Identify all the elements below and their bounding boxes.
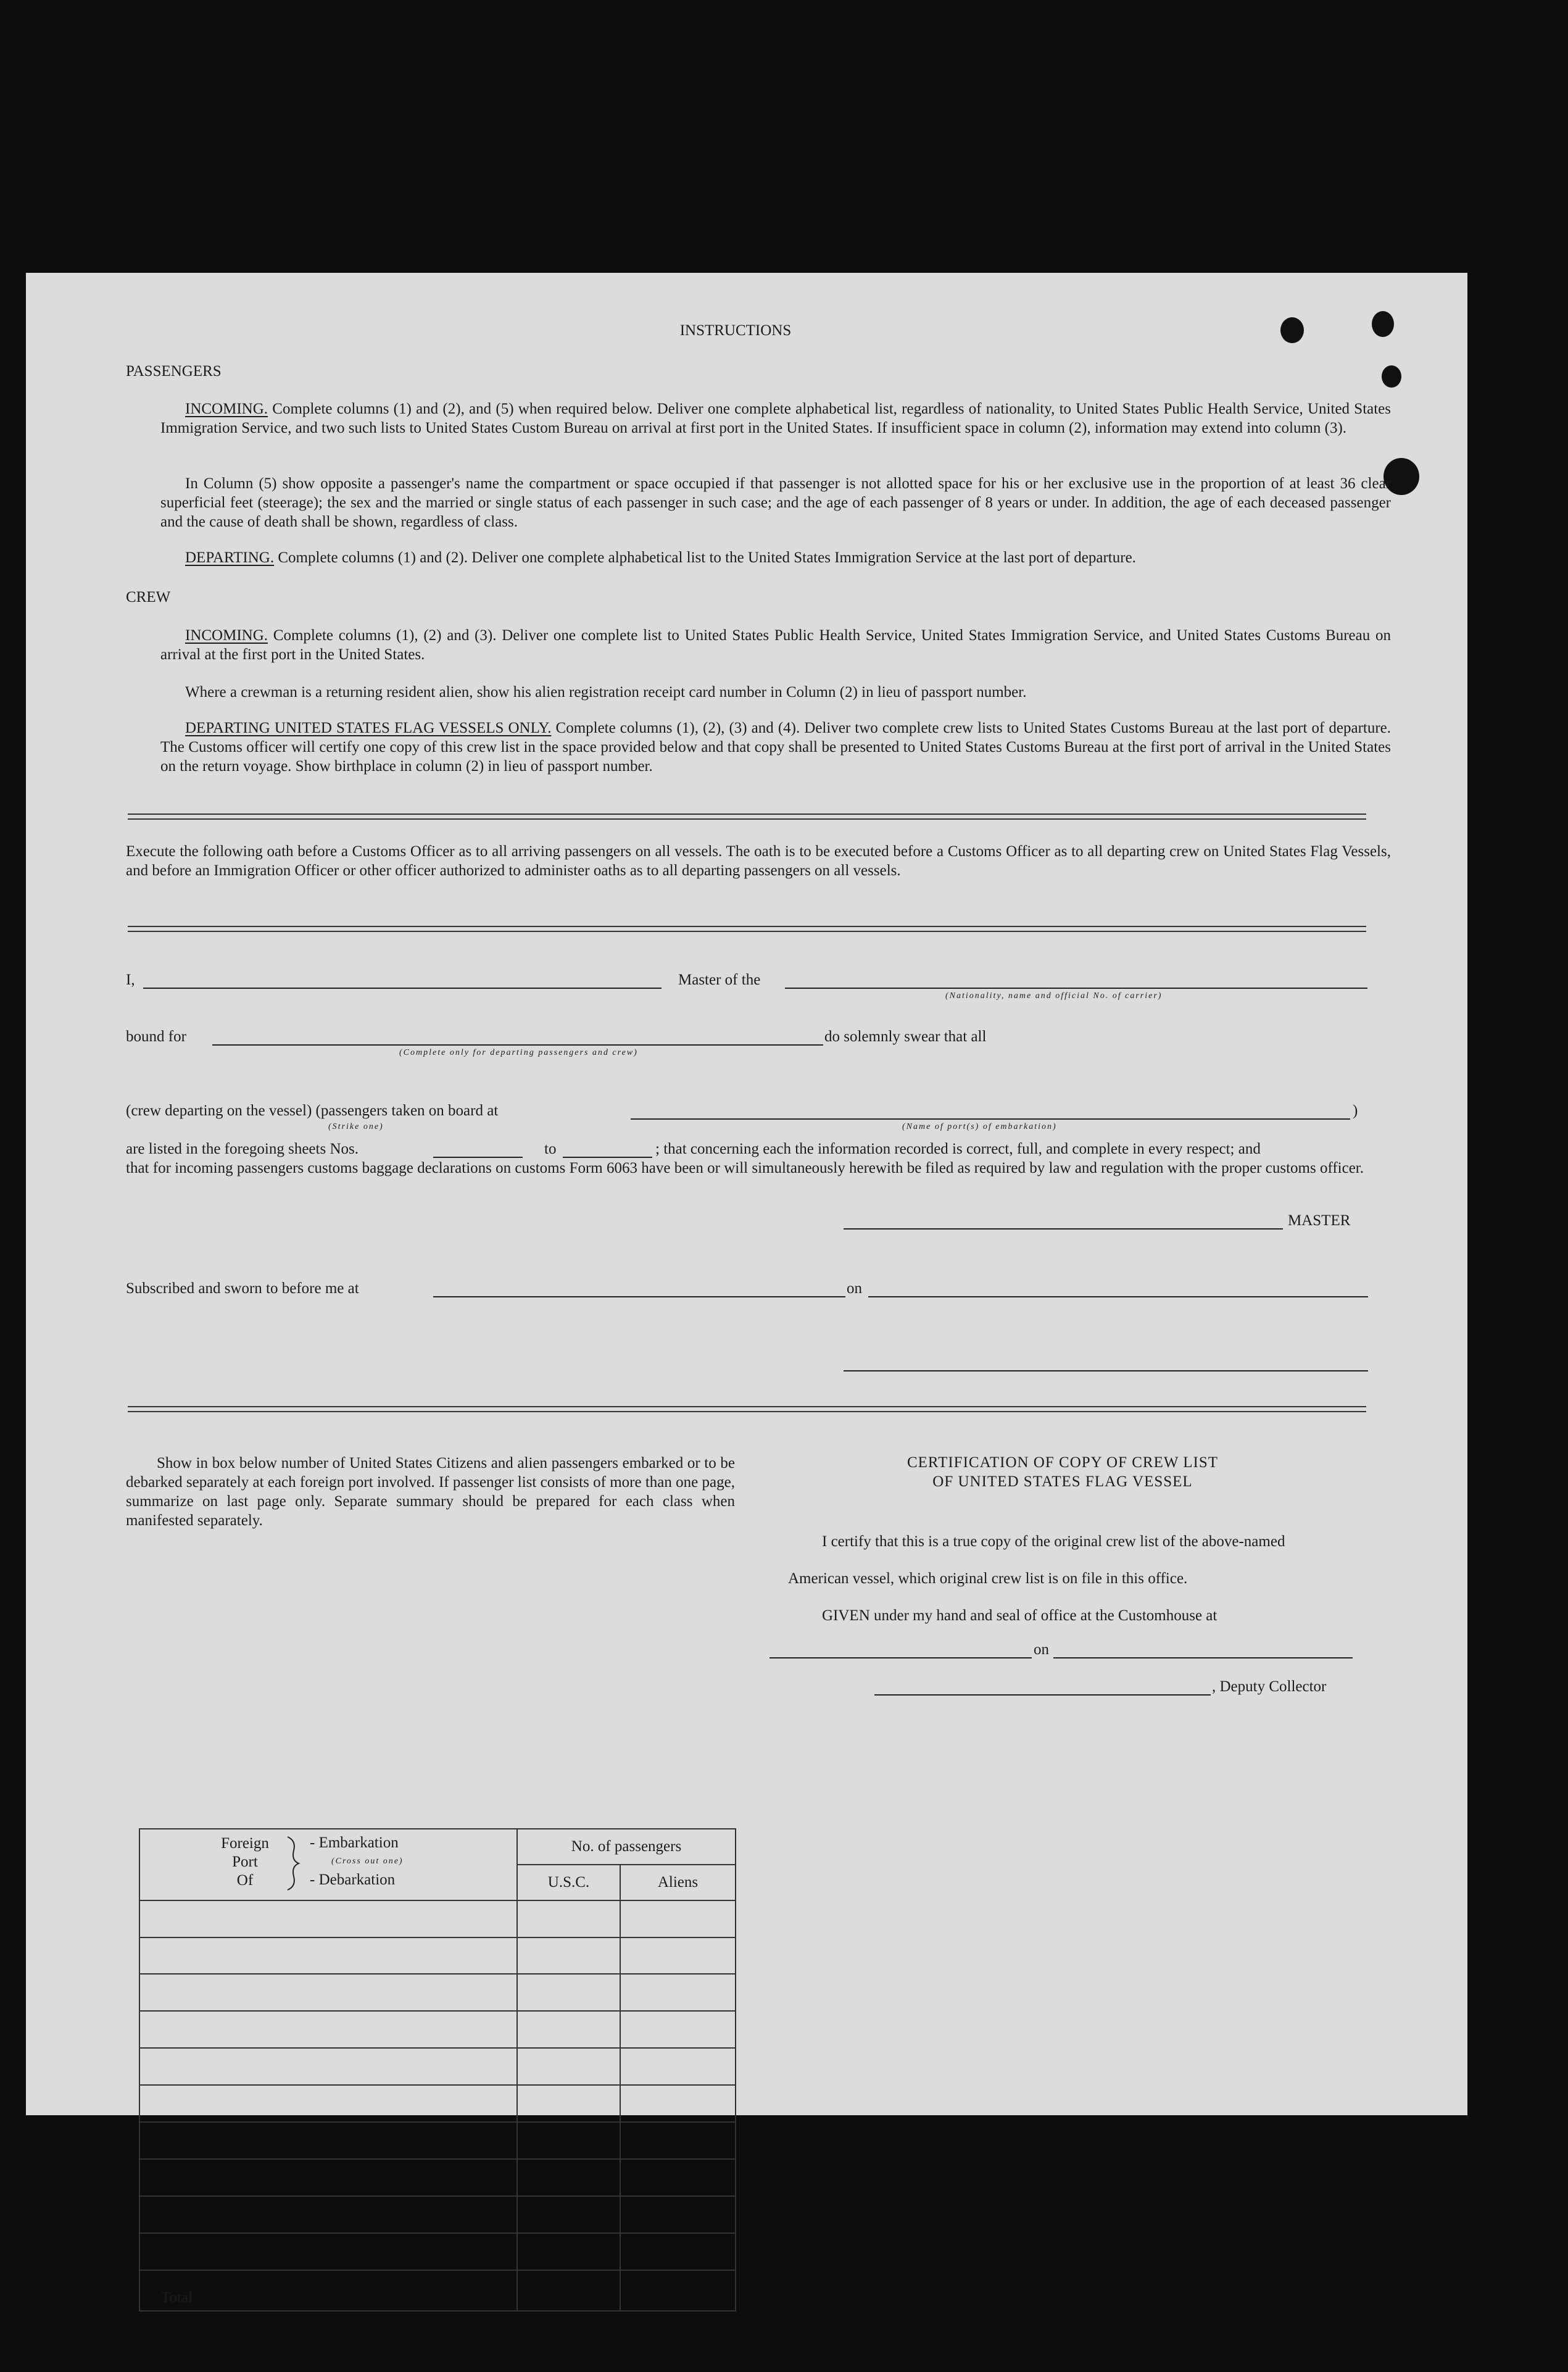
aliens-cell[interactable] bbox=[620, 2159, 736, 2196]
total-row bbox=[139, 2270, 736, 2311]
usc-header: U.S.C. bbox=[517, 1865, 620, 1900]
port-cell[interactable] bbox=[139, 2085, 517, 2122]
sworn-place-field[interactable] bbox=[433, 1296, 845, 1297]
usc-total-cell[interactable] bbox=[517, 2270, 620, 2311]
table-row bbox=[139, 1937, 736, 1975]
crew-incoming-text bbox=[160, 626, 1391, 664]
bound-caption: (Complete only for departing passengers and crew) bbox=[399, 1048, 638, 1057]
sheet-to-field[interactable] bbox=[563, 1157, 652, 1158]
port-cell[interactable] bbox=[139, 2122, 517, 2159]
officer-signature-field[interactable] bbox=[844, 1370, 1368, 1371]
port-cell[interactable] bbox=[139, 2233, 517, 2270]
carrier-field[interactable] bbox=[785, 988, 1367, 989]
oath-continuation: that for incoming passengers customs baggage declarations on customs Form 6063 have been or will simultaneously herewith be filed as required by law and regulation with the proper customs officer. bbox=[126, 1160, 1364, 1176]
no-passengers-header: No. of passengers bbox=[517, 1829, 736, 1865]
usc-cell[interactable] bbox=[517, 2085, 620, 2122]
master-of-label: Master of the bbox=[678, 972, 761, 988]
passengers-heading: PASSENGERS bbox=[126, 363, 222, 380]
certification-line1: I certify that this is a true copy of the original crew list of the above-named bbox=[822, 1533, 1285, 1550]
port-cell[interactable] bbox=[139, 1900, 517, 1937]
divider bbox=[128, 1406, 1366, 1412]
oath-intro: Execute the following oath before a Customs Officer as to all arriving passengers on all vessels. The oath is to be executed before a Customs Officer as to all departing crew on United States Flag Vessels, and before an Immigration Officer or other officer authorized to administer oaths as to all departing passengers on all vessels. bbox=[126, 843, 1391, 879]
foreign-label: Foreign bbox=[221, 1835, 269, 1852]
passengers-incoming-body: Complete columns (1) and (2), and (5) when required below. Deliver one complete alphabetical list, regardless of nationality, to United States Public Health Service, United States Immigration Service, and two such lists to United States Custom Bureau on arrival at first port in the United States. If insufficient space in column (2), information may extend into column (3). bbox=[160, 401, 1392, 436]
crew-departing-option: (crew departing on the vessel) bbox=[126, 1102, 312, 1119]
cross-out-caption: (Cross out one) bbox=[331, 1857, 404, 1866]
passengers-incoming-text bbox=[160, 399, 1391, 438]
certification-title-line2: OF UNITED STATES FLAG VESSEL bbox=[932, 1473, 1193, 1490]
i-label: I, bbox=[126, 972, 135, 988]
passengers-departing-label: DEPARTING. bbox=[185, 549, 275, 566]
debarkation-label: - Debarkation bbox=[310, 1871, 396, 1888]
aliens-cell[interactable] bbox=[620, 2085, 736, 2122]
crew-incoming-label: INCOMING. bbox=[185, 627, 268, 644]
certification-date-field[interactable] bbox=[1053, 1657, 1353, 1658]
usc-cell[interactable] bbox=[517, 1974, 620, 2011]
sworn-on-label: on bbox=[847, 1280, 862, 1297]
crew-heading: CREW bbox=[126, 589, 171, 605]
master-label: MASTER bbox=[1288, 1212, 1351, 1229]
table-row bbox=[139, 2085, 736, 2122]
passengers-departing-body: Complete columns (1) and (2). Deliver one complete alphabetical list to the United States Immigration Service at the last port of departure. bbox=[278, 549, 1136, 566]
subscribed-label: Subscribed and sworn to before me at bbox=[126, 1280, 359, 1297]
passengers-departing-text bbox=[160, 548, 1391, 567]
table-row bbox=[139, 2196, 736, 2233]
punch-hole bbox=[1372, 311, 1394, 337]
certification-title bbox=[797, 1453, 1328, 1491]
usc-cell[interactable] bbox=[517, 2233, 620, 2270]
certification-title-line1: CERTIFICATION OF COPY OF CREW LIST bbox=[906, 1454, 1219, 1471]
aliens-cell[interactable] bbox=[620, 2196, 736, 2233]
summary-instructions: Show in box below number of United States Citizens and alien passengers embarked or to be debarked separately at each foreign port involved. If passenger list consists of more than one page, summarize on last page only. Separate summary should be prepared for each class when manifested separately. bbox=[126, 1455, 735, 1529]
strike-caption: (Strike one) bbox=[328, 1122, 384, 1131]
to-label: to bbox=[544, 1141, 557, 1157]
divider bbox=[128, 926, 1366, 932]
table-row bbox=[139, 1974, 736, 2011]
usc-cell[interactable] bbox=[517, 2196, 620, 2233]
aliens-cell[interactable] bbox=[620, 1974, 736, 2011]
aliens-cell[interactable] bbox=[620, 2011, 736, 2048]
passenger-summary-table bbox=[139, 1828, 736, 2312]
brace-icon bbox=[285, 1836, 302, 1891]
sheet-from-field[interactable] bbox=[433, 1157, 523, 1158]
certification-line2: American vessel, which original crew list is on file in this office. bbox=[788, 1570, 1188, 1587]
punch-hole bbox=[1382, 365, 1401, 388]
form-page bbox=[26, 273, 1467, 2306]
master-signature-field[interactable] bbox=[844, 1228, 1283, 1230]
strike-one-line bbox=[126, 1101, 498, 1120]
usc-cell[interactable] bbox=[517, 2011, 620, 2048]
bound-for-label: bound for bbox=[126, 1028, 186, 1045]
table-row bbox=[139, 2233, 736, 2270]
table-row bbox=[139, 2048, 736, 2085]
table-row bbox=[139, 2159, 736, 2196]
customhouse-field[interactable] bbox=[769, 1657, 1032, 1658]
aliens-cell[interactable] bbox=[620, 1937, 736, 1975]
usc-cell[interactable] bbox=[517, 1937, 620, 1975]
certification-on-label: on bbox=[1034, 1641, 1049, 1658]
deputy-collector-label: , Deputy Collector bbox=[1212, 1678, 1327, 1695]
bound-for-field[interactable] bbox=[212, 1044, 823, 1046]
aliens-cell[interactable] bbox=[620, 2048, 736, 2085]
table-row bbox=[139, 2122, 736, 2159]
port-cell[interactable] bbox=[139, 2011, 517, 2048]
crew-departing-body: Complete columns (1), (2), (3) and (4). Deliver two complete crew lists to United States Customs Bureau at the last port of departure. The Customs officer will certify one copy of this crew list in the space provided below and that copy shall be presented to United States Customs Bureau at the first port of arrival in the United States on the return voyage. Show birthplace in column (2) in lieu of passport number. bbox=[160, 720, 1392, 775]
port-cell[interactable] bbox=[139, 1974, 517, 2011]
total-label: Total bbox=[139, 2270, 517, 2311]
port-cell[interactable] bbox=[139, 2196, 517, 2233]
port-header-cell bbox=[139, 1829, 517, 1900]
embarkation-port-field[interactable] bbox=[631, 1118, 1350, 1120]
close-paren: ) bbox=[1353, 1102, 1358, 1119]
divider bbox=[128, 814, 1366, 820]
table-row bbox=[139, 2011, 736, 2048]
instructions-title: INSTRUCTIONS bbox=[679, 322, 792, 339]
crew-resident-text: Where a crewman is a returning resident alien, show his alien registration receipt card number in Column (2) in lieu of passport number. bbox=[185, 684, 1027, 701]
deputy-signature-field[interactable] bbox=[874, 1694, 1211, 1696]
table-row bbox=[139, 1900, 736, 1937]
crew-incoming-body: Complete columns (1), (2) and (3). Deliver one complete list to United States Public Health Service, United States Immigration Service, and United States Customs Bureau on arrival at the first port in the United States. bbox=[160, 627, 1391, 663]
column5-text: In Column (5) show opposite a passenger's name the compartment or space occupied if that passenger is not allotted space for his or her exclusive use in the proportion of at least 36 clear superficial feet (steerage); the sex and the married or single status of each passenger in such case; and the age of each passenger of 8 years or under. In addition, the age of each deceased passenger and the cause of death shall be shown, regardless of class. bbox=[160, 475, 1391, 530]
crew-departing-label: DEPARTING UNITED STATES FLAG VESSELS ONLY. bbox=[185, 720, 552, 736]
usc-cell[interactable] bbox=[517, 2122, 620, 2159]
master-name-field[interactable] bbox=[143, 988, 662, 989]
usc-cell[interactable] bbox=[517, 2159, 620, 2196]
port-cell[interactable] bbox=[139, 2048, 517, 2085]
aliens-cell[interactable] bbox=[620, 1900, 736, 1937]
crew-departing-text bbox=[160, 718, 1391, 776]
of-label: Of bbox=[236, 1872, 254, 1889]
port-label: Port bbox=[232, 1854, 258, 1870]
listed-text: ; that concerning each the information recorded is correct, full, and complete in every respect; and bbox=[655, 1141, 1261, 1157]
listed-label: are listed in the foregoing sheets Nos. bbox=[126, 1141, 359, 1157]
usc-cell[interactable] bbox=[517, 2048, 620, 2085]
usc-cell[interactable] bbox=[517, 1900, 620, 1937]
aliens-cell[interactable] bbox=[620, 2122, 736, 2159]
swear-label: do solemnly swear that all bbox=[824, 1028, 987, 1045]
carrier-caption: (Nationality, name and official No. of carrier) bbox=[945, 991, 1163, 1001]
sworn-date-field[interactable] bbox=[868, 1296, 1368, 1297]
passengers-incoming-label: INCOMING. bbox=[185, 401, 268, 417]
aliens-total-cell[interactable] bbox=[620, 2270, 736, 2311]
aliens-cell[interactable] bbox=[620, 2233, 736, 2270]
embarkation-label: - Embarkation bbox=[310, 1834, 399, 1851]
punch-hole bbox=[1280, 317, 1304, 343]
port-cell[interactable] bbox=[139, 1937, 517, 1975]
port-caption: (Name of port(s) of embarkation) bbox=[902, 1122, 1057, 1131]
aliens-header: Aliens bbox=[620, 1865, 736, 1900]
port-cell[interactable] bbox=[139, 2159, 517, 2196]
passengers-taken-option: (passengers taken on board at bbox=[315, 1102, 499, 1119]
certification-line3: GIVEN under my hand and seal of office at the Customhouse at bbox=[822, 1607, 1217, 1624]
